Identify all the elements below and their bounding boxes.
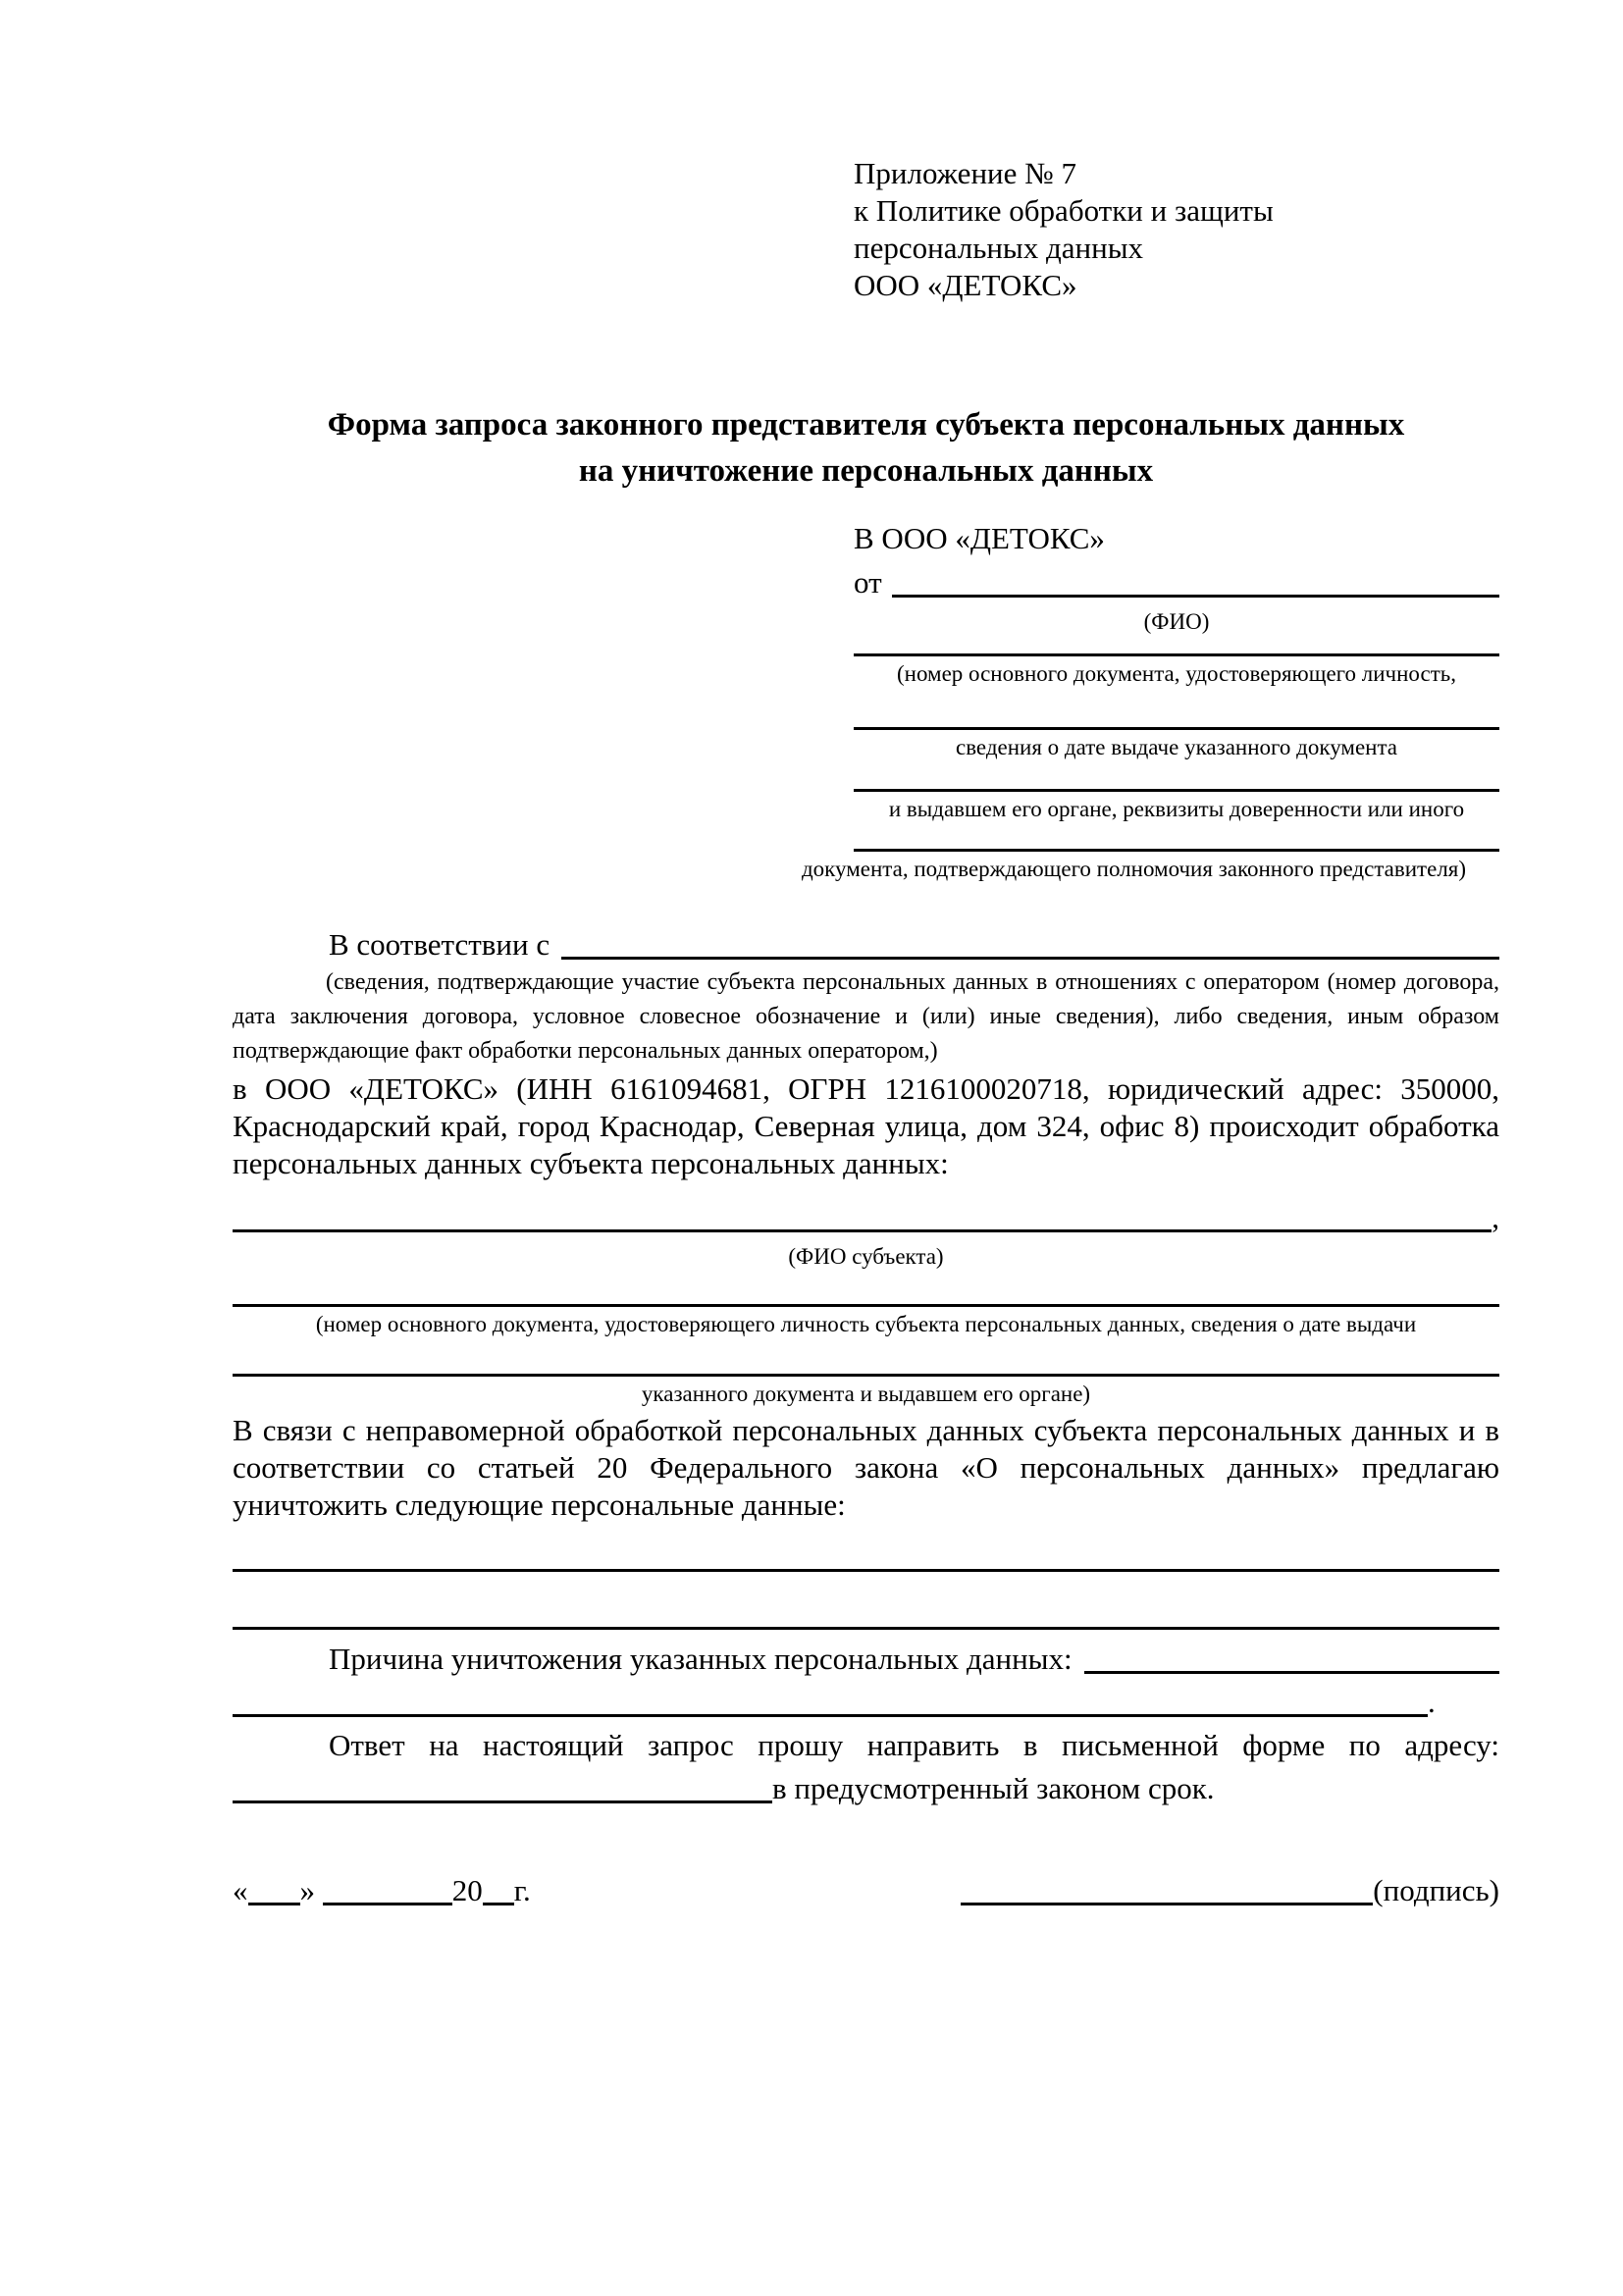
date-month-blank <box>323 1903 452 1905</box>
subject-comma: , <box>1492 1200 1499 1234</box>
doc-caption-3: и выдавшем его органе, реквизиты доверенности или иного <box>888 797 1465 821</box>
subject-doc-caption-2: указанного документа и выдавшем его органе) <box>641 1382 1091 1406</box>
operator-paragraph: в ООО «ДЕТОКС» (ИНН 6161094681, ОГРН 1216100020718, юридический адрес: 350000, Краснодарский край, город Краснодар, Северная улица, дом 324, офис 8) происходит обработка персональных данных субъекта персональных данных: <box>233 1071 1499 1180</box>
response-tail: в предусмотренный законом срок. <box>772 1771 1215 1805</box>
subject-fio-line <box>233 1196 1499 1239</box>
doc-caption-2: сведения о дате выдаче указанного документа <box>955 735 1398 759</box>
header-note-line-1: Приложение № 7 <box>854 156 1076 190</box>
doc-caption-1: (номер основного документа, удостоверяющего личность, <box>896 661 1456 686</box>
subject-doc-fill-line-2 <box>233 1374 1499 1377</box>
subject-fio-caption: (ФИО субъекта) <box>788 1244 944 1269</box>
doc-fill-line-3 <box>854 789 1499 792</box>
signature-caption: (подпись) <box>1373 1873 1499 1907</box>
from-fill-line <box>892 595 1499 598</box>
accordance-lead: В соответствии с <box>329 927 550 962</box>
date-quote-close: » <box>299 1873 315 1907</box>
reason-fill-line <box>1084 1671 1499 1674</box>
from-label: от <box>854 565 882 600</box>
date-year-blank <box>483 1903 514 1905</box>
date-line <box>233 1871 531 1910</box>
date-year-suffix: г. <box>513 1873 531 1907</box>
document-body <box>233 924 1499 1910</box>
demand-paragraph: В связи с неправомерной обработкой персональных данных субъекта персональных данных и в соответствии со статьей 20 Федерального закона «О персональных данных» предлагаю уничтожить следующие персональные данные: <box>233 1413 1499 1522</box>
reason-period: . <box>1428 1685 1436 1719</box>
signature-row <box>233 1871 1499 1910</box>
accordance-line <box>233 924 1499 965</box>
header-note-line-4: ООО «ДЕТОКС» <box>854 268 1077 302</box>
reason-fill-line-2 <box>233 1714 1428 1717</box>
signature-blank <box>961 1903 1373 1905</box>
header-note <box>854 155 1499 304</box>
doc-caption-4: документа, подтверждающего полномочия законного представителя) <box>801 857 1467 881</box>
doc-fill-line-4 <box>854 849 1499 852</box>
header-note-line-3: персональных данных <box>854 231 1144 265</box>
header-note-line-2: к Политике обработки и защиты <box>854 193 1274 228</box>
document-title <box>233 402 1499 495</box>
reason-line <box>233 1638 1499 1681</box>
to-organization: В ООО «ДЕТОКС» <box>854 521 1105 555</box>
response-request-line: Ответ на настоящий запрос прошу направить в письменной форме по адресу: <box>329 1728 1499 1762</box>
response-address-fill-line <box>233 1800 772 1803</box>
subject-fio-fill-line <box>233 1229 1492 1232</box>
reason-continuation-line <box>233 1681 1499 1724</box>
doc-fill-line-1 <box>854 653 1499 656</box>
date-year-prefix: 20 <box>451 1873 483 1907</box>
signature-line <box>961 1871 1499 1910</box>
from-line <box>854 560 1499 604</box>
response-address-line <box>233 1767 1499 1810</box>
addressee-block <box>801 516 1499 883</box>
subject-doc-caption-1: (номер основного документа, удостоверяющего личность субъекта персональных данных, сведения о дате выдачи <box>315 1312 1417 1336</box>
doc-fill-line-2 <box>854 727 1499 730</box>
data-blank-line-1 <box>233 1569 1499 1572</box>
accordance-note: (сведения, подтверждающие участие субъекта персональных данных в отношениях с оператором (номер договора, дата заключения договора, условное словесное обозначение и (или) иные сведения), либо сведения, иным образом подтверждающие факт обработки персональных данных оператором,) <box>233 969 1499 1064</box>
data-blank-line-2 <box>233 1627 1499 1630</box>
fio-caption: (ФИО) <box>1143 609 1210 634</box>
date-quote-open: « <box>233 1873 248 1907</box>
date-day-blank <box>248 1903 300 1905</box>
accordance-fill-line <box>561 957 1499 960</box>
reason-lead: Причина уничтожения указанных персональных данных: <box>329 1642 1073 1676</box>
subject-doc-fill-line-1 <box>233 1304 1499 1307</box>
document-title-line-2: на уничтожение персональных данных <box>578 453 1154 489</box>
document-title-line-1: Форма запроса законного представителя субъекта персональных данных <box>327 407 1405 443</box>
